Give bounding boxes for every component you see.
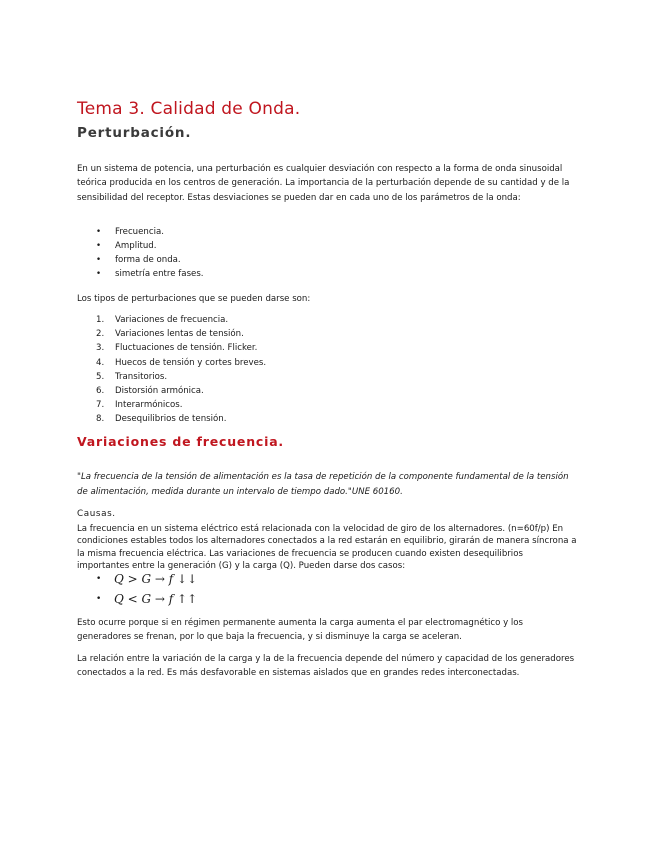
relation-paragraph: La relación entre la variación de la carga y la de la frecuencia depende del número y capacidad de los generadores conectados a la red. Es más desfavorable en sistemas aislados que en grandes redes interconectadas. [77, 654, 575, 679]
bullet-icon: • [96, 594, 102, 604]
list-item: 1. Variaciones de frecuencia. [96, 315, 229, 325]
intro-paragraph: En un sistema de potencia, una perturbación es cualquier desviación con respecto a la forma de onda sinusoidal teórica producida en los centros de generación. La importancia de la perturbación depende de su cantidad y de la sensibilidad del receptor. Estas desviaciones se pueden dar en cada uno de los parámetros de la onda: [77, 164, 570, 203]
list-item: 7. Interarmónicos. [96, 400, 183, 411]
parameters-list [77, 225, 204, 281]
causes-label: Causas. [77, 509, 116, 519]
page-title: Tema 3. Calidad de Onda. [77, 99, 301, 119]
disturbance-types-list [77, 313, 266, 427]
list-item: • Frecuencia. [96, 227, 164, 237]
bullet-icon: • [96, 255, 102, 265]
types-intro: Los tipos de perturbaciones que se pueden darse son: [77, 294, 311, 304]
explanation-paragraph: Esto ocurre porque si en régimen permanente aumenta la carga aumenta el par electromagnético y los generadores se frenan, por lo que baja la frecuencia, y si disminuye la carga se aceleran. [77, 618, 524, 643]
list-item: 3. Fluctuaciones de tensión. Flicker. [96, 343, 258, 354]
list-item: 4. Huecos de tensión y cortes breves. [96, 357, 267, 368]
bullet-icon: • [96, 241, 102, 251]
definition-quote: "La frecuencia de la tensión de alimentación es la tasa de repetición de la componente fundamental de la tensión de alimentación, medida durante un intervalo de tiempo dado."UNE 60160. [77, 472, 569, 497]
bullet-icon: • [96, 227, 102, 237]
list-item: 2. Variaciones lentas de tensión. [96, 329, 244, 340]
list-item: 8. Desequilibrios de tensión. [96, 414, 227, 425]
case-item: • Q > G → f ↓↓ [96, 569, 197, 589]
list-item: • forma de onda. [96, 255, 181, 265]
list-item: • Amplitud. [96, 241, 157, 251]
list-item: 6. Distorsión armónica. [96, 385, 204, 396]
cases-list [96, 569, 197, 609]
case-item: • Q < G → f ↑↑ [96, 589, 197, 609]
bullet-icon: • [96, 269, 102, 279]
causes-paragraph: La frecuencia en un sistema eléctrico está relacionada con la velocidad de giro de los alternadores. (n=60f/p) En condiciones estables todos los alternadores conectados a la red estarán en equilibrio, girarán de manera síncrona a la misma frecuencia eléctrica. Las variaciones de frecuencia se producen cuando existen desequilibrios importantes entre la generación (G) y la carga (Q). Pueden darse dos casos: [77, 524, 577, 571]
bullet-icon: • [96, 574, 102, 584]
section-heading: Variaciones de frecuencia. [77, 434, 284, 449]
list-item: 5. Transitorios. [96, 371, 168, 382]
section-subtitle: Perturbación. [77, 125, 192, 141]
list-item: • simetría entre fases. [96, 269, 204, 279]
